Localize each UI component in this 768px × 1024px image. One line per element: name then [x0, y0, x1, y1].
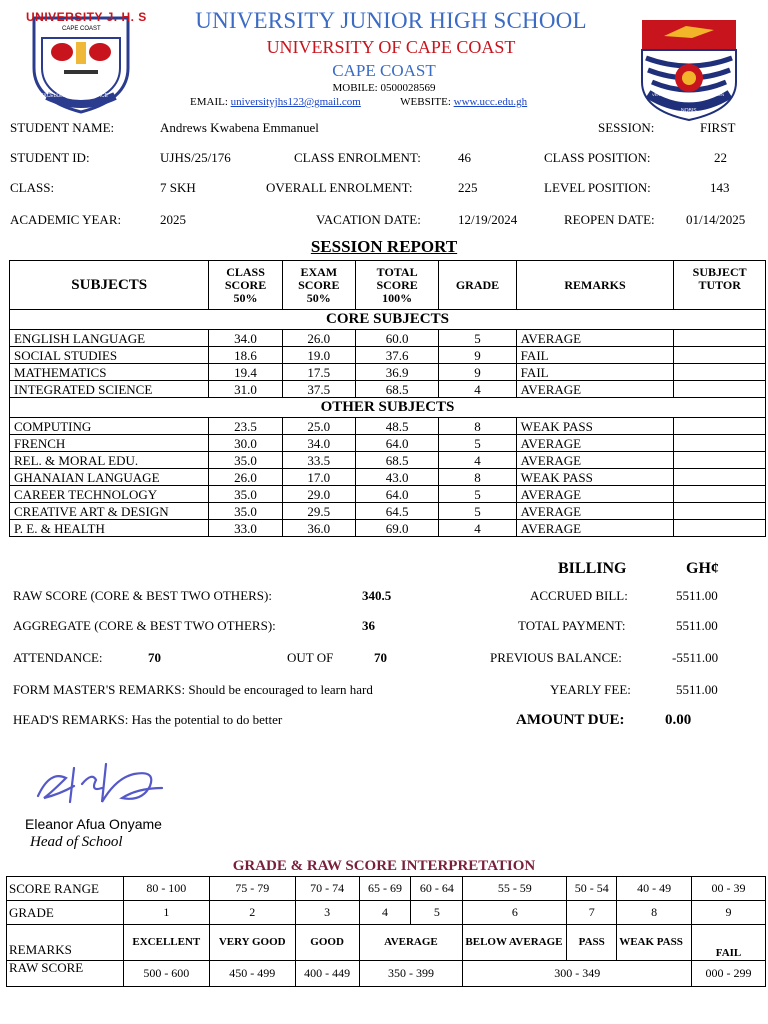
other-section-row [10, 398, 766, 418]
subject-tutor [674, 347, 766, 364]
class-score: 33.0 [209, 520, 282, 537]
col-remarks: REMARKS [516, 261, 674, 310]
raw-score-label: RAW SCORE (CORE & BEST TWO OTHERS): [13, 588, 272, 603]
grade-cell: 2 [209, 901, 295, 925]
exam-score: 29.5 [282, 503, 355, 520]
previous-balance-value: -5511.00 [672, 650, 719, 665]
remark: FAIL [516, 347, 674, 364]
subject-row [10, 469, 766, 486]
col-total-score-l3: 100% [382, 290, 413, 305]
grade: 9 [439, 364, 516, 381]
total-payment-label: TOTAL PAYMENT: [518, 618, 626, 633]
subject-tutor [674, 330, 766, 347]
remark: WEAK PASS [516, 418, 674, 435]
class-score: 18.6 [209, 347, 282, 364]
aggregate-value: 36 [362, 618, 375, 633]
vacation-date-label: VACATION DATE: [316, 212, 421, 227]
logo-right-right: LUMEN [710, 92, 725, 97]
grades-table [9, 260, 766, 537]
subject-name: SOCIAL STUDIES [10, 347, 209, 364]
accrued-bill-value: 5511.00 [676, 588, 718, 603]
city-name: CAPE COAST [332, 61, 436, 80]
remarks-row [7, 925, 766, 961]
logo-left-text: UNIVERSITY J. H. S [26, 10, 147, 24]
class-score: 30.0 [209, 435, 282, 452]
subject-row [10, 486, 766, 503]
form-master-label: FORM MASTER'S REMARKS: [13, 682, 186, 697]
total-score: 68.5 [355, 452, 438, 469]
mobile-number: MOBILE: 0500028569 [332, 82, 436, 94]
overall-enrolment: 225 [458, 180, 478, 195]
remark: AVERAGE [516, 503, 674, 520]
class-enrolment: 46 [458, 150, 471, 165]
grade: 8 [439, 469, 516, 486]
other-section-title: OTHER SUBJECTS [10, 398, 766, 418]
grade-row [7, 901, 766, 925]
exam-score: 36.0 [282, 520, 355, 537]
logo-right-mid: NOBIS [681, 108, 697, 114]
subject-row [10, 435, 766, 452]
class-position-label: CLASS POSITION: [544, 150, 651, 165]
range-cell: 60 - 64 [411, 877, 463, 901]
raw-score-value: 340.5 [362, 588, 392, 603]
exam-score: 37.5 [282, 381, 355, 398]
exam-score: 17.5 [282, 364, 355, 381]
reopen-date: 01/14/2025 [686, 212, 746, 227]
aggregate-label: AGGREGATE (CORE & BEST TWO OTHERS): [13, 618, 276, 633]
col-grade: GRADE [439, 261, 516, 310]
subject-tutor [674, 503, 766, 520]
grade: 5 [439, 330, 516, 347]
total-score: 60.0 [355, 330, 438, 347]
raw-row [7, 961, 766, 987]
subject-tutor [674, 486, 766, 503]
contact-line [190, 96, 527, 108]
grade: 5 [439, 503, 516, 520]
exam-score: 34.0 [282, 435, 355, 452]
class-score: 35.0 [209, 452, 282, 469]
raw-cell: 300 - 349 [463, 961, 692, 987]
attendance-value: 70 [148, 650, 161, 665]
exam-score: 19.0 [282, 347, 355, 364]
grade: 5 [439, 486, 516, 503]
school-name: UNIVERSITY JUNIOR HIGH SCHOOL [195, 8, 587, 33]
remark: AVERAGE [516, 381, 674, 398]
other-subjects-body [10, 418, 766, 537]
subject-tutor [674, 435, 766, 452]
grade-cell: 4 [359, 901, 411, 925]
subject-row [10, 364, 766, 381]
head-remarks-label: HEAD'S REMARKS: [13, 712, 129, 727]
yearly-fee-value: 5511.00 [676, 682, 718, 697]
core-section-row [10, 310, 766, 330]
total-score: 36.9 [355, 364, 438, 381]
class-position: 22 [714, 150, 727, 165]
subject-name: CAREER TECHNOLOGY [10, 486, 209, 503]
total-score: 43.0 [355, 469, 438, 486]
subject-row [10, 452, 766, 469]
remark: AVERAGE [516, 486, 674, 503]
exam-score: 17.0 [282, 469, 355, 486]
class-score: 35.0 [209, 503, 282, 520]
raw-cell: 450 - 499 [209, 961, 295, 987]
subject-row [10, 520, 766, 537]
col-class-score-l2: SCORE [224, 277, 267, 292]
yearly-fee-label: YEARLY FEE: [550, 682, 631, 697]
remark-cell: GOOD [295, 925, 359, 961]
session-value: FIRST [700, 120, 736, 135]
email-label: EMAIL: [190, 96, 228, 108]
session-label: SESSION: [598, 120, 655, 135]
remark-cell: PASS [567, 925, 617, 961]
class-enrolment-label: CLASS ENROLMENT: [294, 150, 421, 165]
subject-tutor [674, 418, 766, 435]
grade: 9 [439, 347, 516, 364]
logo-left-motto: EXCELLENCE AND SERVICE [40, 93, 108, 99]
col-exam-score-l3: 50% [306, 290, 331, 305]
remark-cell: EXCELLENT [123, 925, 209, 961]
total-score: 48.5 [355, 418, 438, 435]
range-row [7, 877, 766, 901]
grade: 4 [439, 381, 516, 398]
exam-score: 25.0 [282, 418, 355, 435]
student-id-label: STUDENT ID: [10, 150, 90, 165]
level-position: 143 [710, 180, 730, 195]
col-total-score-l2: SCORE [376, 277, 418, 292]
website-link[interactable]: www.ucc.edu.gh [453, 96, 528, 108]
out-of-value: 70 [374, 650, 387, 665]
billing-currency: GH¢ [686, 560, 719, 577]
range-label: SCORE RANGE [7, 877, 124, 901]
remark-cell: WEAK PASS [617, 925, 692, 961]
subject-row [10, 418, 766, 435]
logo-right-left: VERITAS [652, 92, 669, 97]
grade-cell: 3 [295, 901, 359, 925]
subject-name: ENGLISH LANGUAGE [10, 330, 209, 347]
grade-cell: 1 [123, 901, 209, 925]
university-name: UNIVERSITY OF CAPE COAST [266, 37, 516, 57]
range-cell: 65 - 69 [359, 877, 411, 901]
subject-tutor [674, 364, 766, 381]
remark-cell: BELOW AVERAGE [463, 925, 567, 961]
amount-due-value: 0.00 [665, 712, 692, 728]
website-label: WEBSITE: [400, 96, 451, 108]
class-value: 7 SKH [160, 180, 196, 195]
range-cell: 75 - 79 [209, 877, 295, 901]
range-cell: 00 - 39 [692, 877, 766, 901]
head-remarks [13, 712, 282, 728]
subject-name: P. E. & HEALTH [10, 520, 209, 537]
total-score: 64.5 [355, 503, 438, 520]
total-payment-value: 5511.00 [676, 618, 718, 633]
subject-tutor [674, 469, 766, 486]
grade-cell: 7 [567, 901, 617, 925]
subject-name: INTEGRATED SCIENCE [10, 381, 209, 398]
overall-enrolment-label: OVERALL ENROLMENT: [266, 180, 413, 195]
remark: FAIL [516, 364, 674, 381]
previous-balance-label: PREVIOUS BALANCE: [490, 650, 622, 665]
remark: AVERAGE [516, 452, 674, 469]
subject-tutor [674, 520, 766, 537]
remark: AVERAGE [516, 520, 674, 537]
remark: WEAK PASS [516, 469, 674, 486]
col-exam-score-l2: SCORE [298, 277, 340, 292]
remark-cell: AVERAGE [359, 925, 463, 961]
raw-cell: 500 - 600 [123, 961, 209, 987]
remark: AVERAGE [516, 330, 674, 347]
col-class-score-l3: 50% [233, 290, 258, 305]
signature-image [30, 758, 170, 808]
total-score: 64.0 [355, 486, 438, 503]
grade-cell: 9 [692, 901, 766, 925]
core-section-title: CORE SUBJECTS [10, 310, 766, 330]
raw-cell: 400 - 449 [295, 961, 359, 987]
core-subjects-body [10, 330, 766, 398]
subject-row [10, 330, 766, 347]
total-score: 68.5 [355, 381, 438, 398]
subject-name: COMPUTING [10, 418, 209, 435]
billing-title: BILLING [558, 560, 627, 577]
grade: 4 [439, 520, 516, 537]
subject-row [10, 347, 766, 364]
col-exam-score-l1: EXAM [300, 264, 338, 279]
student-name: Andrews Kwabena Emmanuel [160, 120, 319, 135]
grade-label: GRADE [7, 901, 124, 925]
remark: AVERAGE [516, 435, 674, 452]
col-tutor-l2: TUTOR [698, 278, 741, 292]
grades-header-row [10, 261, 766, 310]
signer-role: Head of School [30, 834, 123, 850]
exam-score: 29.0 [282, 486, 355, 503]
class-score: 34.0 [209, 330, 282, 347]
total-score: 64.0 [355, 435, 438, 452]
form-master-text: Should be encouraged to learn hard [188, 682, 373, 697]
out-of-label: OUT OF [287, 650, 334, 665]
grade-cell: 6 [463, 901, 567, 925]
exam-score: 33.5 [282, 452, 355, 469]
remarks-label: REMARKS [7, 925, 124, 961]
range-cell: 40 - 49 [617, 877, 692, 901]
subject-tutor [674, 452, 766, 469]
col-class-score [209, 261, 282, 310]
grade-cell: 5 [411, 901, 463, 925]
col-tutor [674, 261, 766, 310]
range-cell: 80 - 100 [123, 877, 209, 901]
subject-name: FRENCH [10, 435, 209, 452]
subject-name: CREATIVE ART & DESIGN [10, 503, 209, 520]
signer-name: Eleanor Afua Onyame [25, 816, 162, 832]
accrued-bill-label: ACCRUED BILL: [530, 588, 628, 603]
academic-year-label: ACADEMIC YEAR: [10, 212, 122, 227]
range-cell: 55 - 59 [463, 877, 567, 901]
exam-score: 26.0 [282, 330, 355, 347]
class-score: 35.0 [209, 486, 282, 503]
range-cell: 70 - 74 [295, 877, 359, 901]
class-score: 23.5 [209, 418, 282, 435]
remark-cell: VERY GOOD [209, 925, 295, 961]
reopen-date-label: REOPEN DATE: [564, 212, 655, 227]
col-total-score-l1: TOTAL [376, 264, 418, 279]
col-tutor-l1: SUBJECT [692, 265, 747, 279]
student-name-label: STUDENT NAME: [10, 120, 115, 135]
subject-name: REL. & MORAL EDU. [10, 452, 209, 469]
vacation-date: 12/19/2024 [458, 212, 518, 227]
class-score: 26.0 [209, 469, 282, 486]
subject-tutor [674, 381, 766, 398]
interpretation-title: GRADE & RAW SCORE INTERPRETATION [232, 858, 536, 874]
remark-cell: FAIL [692, 925, 766, 961]
subject-name: MATHEMATICS [10, 364, 209, 381]
subject-row [10, 503, 766, 520]
raw-label: RAW SCORE [7, 961, 124, 987]
attendance-label: ATTENDANCE: [13, 650, 103, 665]
academic-year: 2025 [160, 212, 186, 227]
total-score: 69.0 [355, 520, 438, 537]
logo-left-sub: CAPE COAST [62, 26, 101, 32]
grade-cell: 8 [617, 901, 692, 925]
class-label: CLASS: [10, 180, 55, 195]
interpretation-table [6, 876, 766, 987]
level-position-label: LEVEL POSITION: [544, 180, 651, 195]
col-class-score-l1: CLASS [226, 264, 265, 279]
col-exam-score [282, 261, 355, 310]
total-score: 37.6 [355, 347, 438, 364]
class-score: 19.4 [209, 364, 282, 381]
student-id: UJHS/25/176 [160, 150, 231, 165]
email-link[interactable]: universityjhs123@gmail.com [230, 96, 361, 108]
subject-name: GHANAIAN LANGUAGE [10, 469, 209, 486]
class-score: 31.0 [209, 381, 282, 398]
raw-cell: 000 - 299 [692, 961, 766, 987]
grade: 5 [439, 435, 516, 452]
range-cell: 50 - 54 [567, 877, 617, 901]
raw-cell: 350 - 399 [359, 961, 463, 987]
grade: 8 [439, 418, 516, 435]
col-total-score [355, 261, 438, 310]
col-subjects: SUBJECTS [10, 261, 209, 310]
session-report-title: SESSION REPORT [310, 237, 458, 256]
head-remarks-text: Has the potential to do better [131, 712, 283, 727]
amount-due-label: AMOUNT DUE: [516, 712, 625, 728]
grade: 4 [439, 452, 516, 469]
subject-row [10, 381, 766, 398]
form-master-remarks [13, 682, 373, 698]
